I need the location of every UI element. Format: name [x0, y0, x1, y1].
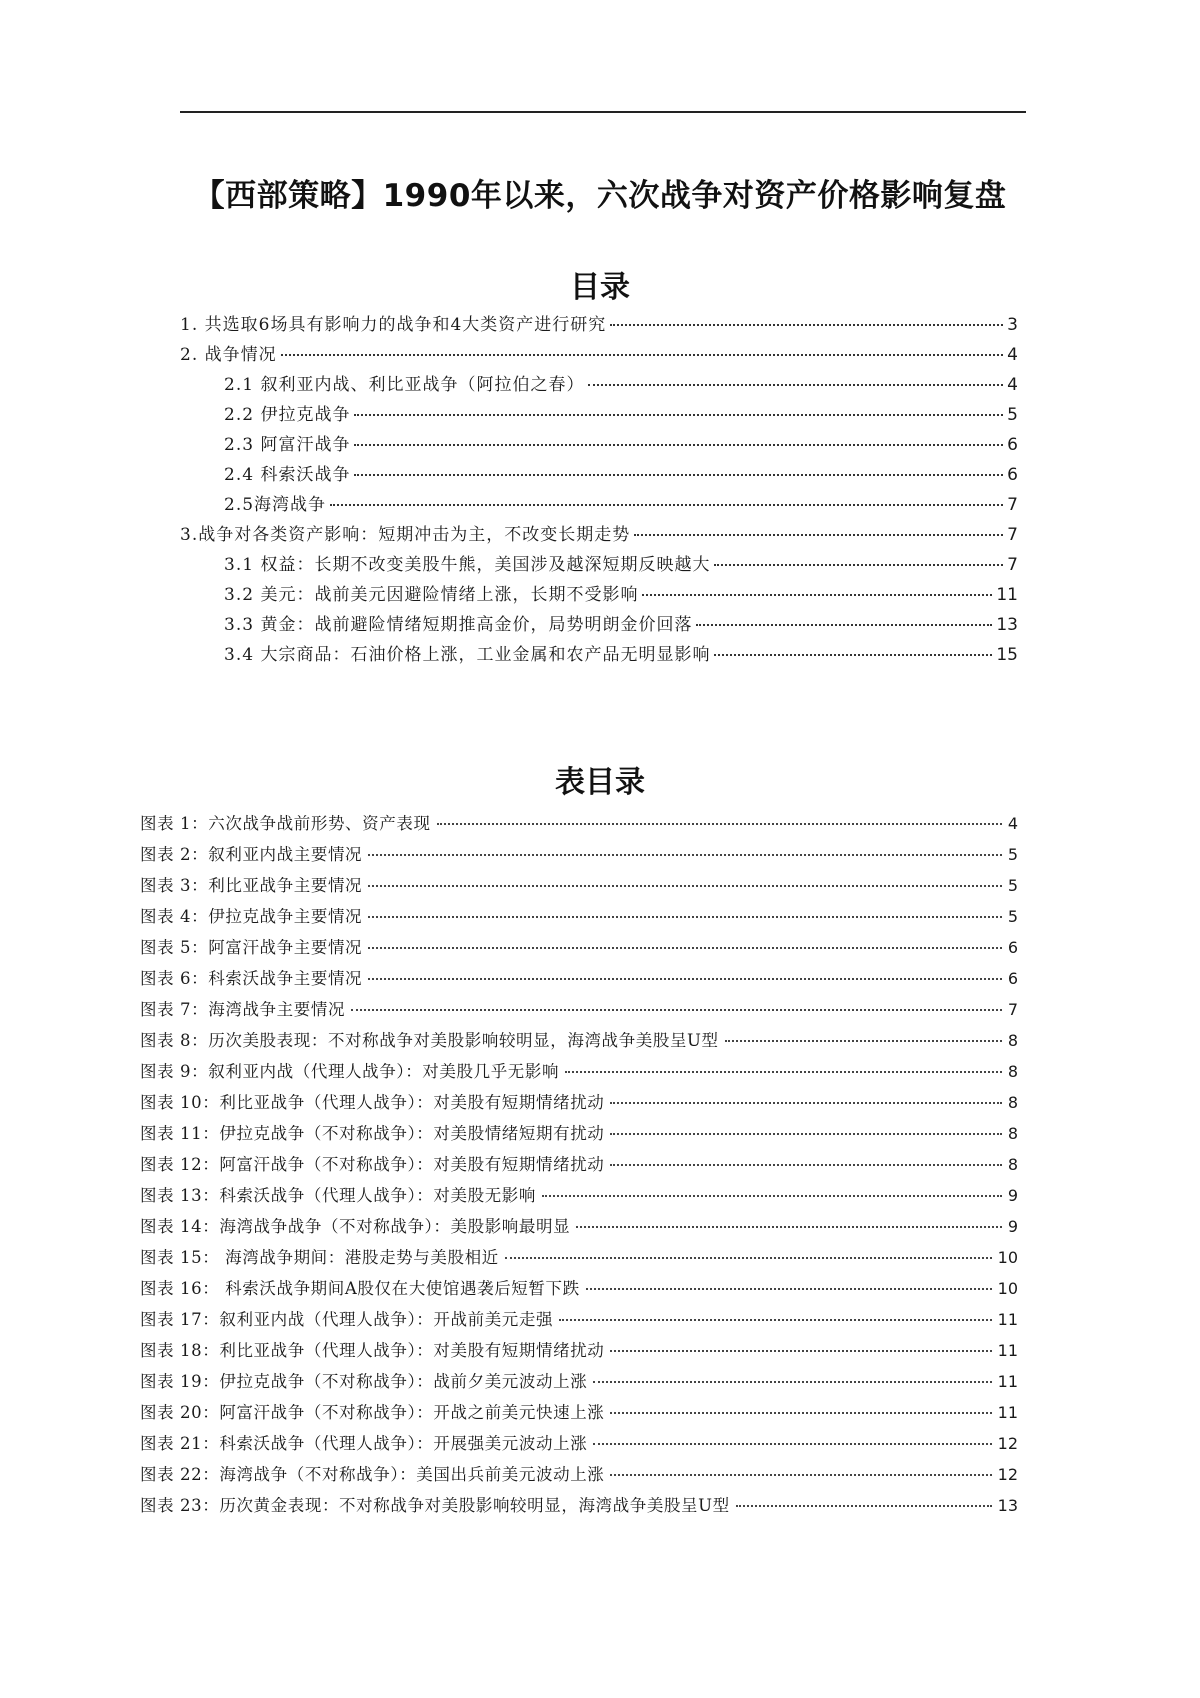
dot-leader	[354, 444, 1003, 446]
dot-leader	[565, 1071, 1002, 1073]
figure-entry[interactable]	[140, 1399, 1018, 1429]
figure-entry-label: 图表 20：阿富汗战争（不对称战争）：开战之前美元快速上涨	[140, 1403, 605, 1422]
figure-entry-page: 10	[997, 1279, 1018, 1298]
dot-leader	[354, 414, 1003, 416]
dot-leader	[714, 654, 992, 656]
figure-entry[interactable]	[140, 841, 1018, 871]
figure-entry-page: 5	[1007, 907, 1018, 926]
dot-leader	[696, 624, 992, 626]
toc-entry-label: 3.战争对各类资产影响：短期冲击为主，不改变长期走势	[180, 525, 631, 545]
toc-entry-page: 4	[1007, 345, 1018, 365]
toc-entry-label: 3.3 黄金：战前避险情绪短期推高金价，局势明朗金价回落	[224, 615, 693, 635]
figure-entry-label: 图表 22：海湾战争（不对称战争）：美国出兵前美元波动上涨	[140, 1465, 605, 1484]
dot-leader	[368, 947, 1002, 949]
toc-entry[interactable]	[180, 340, 1018, 370]
toc-entry-page: 7	[1007, 495, 1018, 515]
figure-entry-label: 图表 5：阿富汗战争主要情况	[140, 938, 363, 957]
toc-entry-label: 2.4 科索沃战争	[224, 465, 351, 485]
toc-entry[interactable]	[224, 370, 1018, 400]
dot-leader	[559, 1319, 992, 1321]
toc-entry-page: 7	[1007, 525, 1018, 545]
figure-entry-label: 图表 12：阿富汗战争（不对称战争）：对美股有短期情绪扰动	[140, 1155, 605, 1174]
figure-entry[interactable]	[140, 1461, 1018, 1491]
dot-leader	[736, 1505, 992, 1507]
toc-entry[interactable]	[180, 310, 1018, 340]
dot-leader	[542, 1195, 1002, 1197]
figure-entry-page: 8	[1007, 1093, 1018, 1112]
figure-entry[interactable]	[140, 903, 1018, 933]
figure-entry-label: 图表 1：六次战争战前形势、资产表现	[140, 814, 431, 833]
figure-entry[interactable]	[140, 1089, 1018, 1119]
toc-entry[interactable]	[180, 520, 1018, 550]
figure-entry[interactable]	[140, 1492, 1018, 1522]
figure-entry[interactable]	[140, 1151, 1018, 1181]
dot-leader	[593, 1443, 991, 1445]
figure-entry[interactable]	[140, 1337, 1018, 1367]
figure-entry-label: 图表 7：海湾战争主要情况	[140, 1000, 346, 1019]
dot-leader	[330, 504, 1003, 506]
figure-entry-label: 图表 9：叙利亚内战（代理人战争）：对美股几乎无影响	[140, 1062, 560, 1081]
dot-leader	[368, 854, 1002, 856]
figure-entry[interactable]	[140, 1430, 1018, 1460]
dot-leader	[610, 1102, 1001, 1104]
figure-entry-label: 图表 8：历次美股表现：不对称战争对美股影响较明显，海湾战争美股呈U型	[140, 1031, 719, 1050]
toc-entry[interactable]	[224, 430, 1018, 460]
toc-entry-label: 2. 战争情况	[180, 345, 277, 365]
toc-heading: 目录	[570, 270, 630, 305]
figure-entry-page: 11	[997, 1372, 1018, 1391]
dot-leader	[368, 978, 1002, 980]
figure-entry-page: 8	[1007, 1124, 1018, 1143]
dot-leader	[610, 1164, 1001, 1166]
figure-entry[interactable]	[140, 1275, 1018, 1305]
dot-leader	[610, 1350, 991, 1352]
toc-entry-label: 2.1 叙利亚内战、利比亚战争（阿拉伯之春）	[224, 375, 585, 395]
figure-entry[interactable]	[140, 965, 1018, 995]
dot-leader	[610, 1133, 1001, 1135]
toc-entry-page: 7	[1007, 555, 1018, 575]
toc-entry-label: 3.1 权益：长期不改变美股牛熊，美国涉及越深短期反映越大	[224, 555, 711, 575]
dot-leader	[354, 474, 1003, 476]
figure-entry-page: 10	[997, 1248, 1018, 1267]
figure-entry-label: 图表 19：伊拉克战争（不对称战争）：战前夕美元波动上涨	[140, 1372, 588, 1391]
figure-entry-page: 11	[997, 1310, 1018, 1329]
toc-entry-label: 2.2 伊拉克战争	[224, 405, 351, 425]
figure-entry-label: 图表 18：利比亚战争（代理人战争）：对美股有短期情绪扰动	[140, 1341, 605, 1360]
toc-entry-label: 1. 共选取6场具有影响力的战争和4大类资产进行研究	[180, 315, 607, 335]
figure-entry-page: 12	[997, 1465, 1018, 1484]
figure-entry-page: 6	[1007, 969, 1018, 988]
figure-entry-page: 11	[997, 1403, 1018, 1422]
toc-entry-label: 3.4 大宗商品：石油价格上涨，工业金属和农产品无明显影响	[224, 645, 711, 665]
figure-entry-label: 图表 14：海湾战争战争（不对称战争）：美股影响最明显	[140, 1217, 571, 1236]
figure-list-heading: 表目录	[555, 765, 645, 800]
figure-entry-page: 5	[1007, 876, 1018, 895]
figure-entry-page: 7	[1007, 1000, 1018, 1019]
dot-leader	[588, 384, 1003, 386]
dot-leader	[610, 324, 1003, 326]
figure-entry[interactable]	[140, 1120, 1018, 1150]
figure-entry[interactable]	[140, 1182, 1018, 1212]
figure-entry-page: 4	[1007, 814, 1018, 833]
figure-entry[interactable]	[140, 1213, 1018, 1243]
dot-leader	[281, 354, 1004, 356]
figure-entry[interactable]	[140, 1027, 1018, 1057]
figure-entry-page: 8	[1007, 1031, 1018, 1050]
document-title: 【西部策略】1990年以来，六次战争对资产价格影响复盘	[193, 178, 1007, 214]
figure-entry[interactable]	[140, 996, 1018, 1026]
dot-leader	[351, 1009, 1002, 1011]
dot-leader	[437, 823, 1002, 825]
figure-entry-page: 6	[1007, 938, 1018, 957]
toc-entry[interactable]	[224, 490, 1018, 520]
dot-leader	[642, 594, 992, 596]
toc-entry[interactable]	[224, 610, 1018, 640]
figure-entry-page: 12	[997, 1434, 1018, 1453]
dot-leader	[505, 1257, 992, 1259]
figure-entry[interactable]	[140, 1244, 1018, 1274]
toc-entry[interactable]	[224, 580, 1018, 610]
toc-entry[interactable]	[224, 460, 1018, 490]
toc-entry-page: 11	[996, 585, 1018, 605]
dot-leader	[725, 1040, 1002, 1042]
toc-entry-page: 6	[1007, 465, 1018, 485]
figure-entry[interactable]	[140, 810, 1018, 840]
toc-entry-page: 5	[1007, 405, 1018, 425]
toc-entry-label: 3.2 美元：战前美元因避险情绪上涨，长期不受影响	[224, 585, 639, 605]
dot-leader	[576, 1226, 1002, 1228]
figure-entry-page: 13	[997, 1496, 1018, 1515]
dot-leader	[634, 534, 1003, 536]
figure-entry[interactable]	[140, 1368, 1018, 1398]
figure-entry-label: 图表 4：伊拉克战争主要情况	[140, 907, 363, 926]
dot-leader	[610, 1474, 991, 1476]
figure-entry-label: 图表 13：科索沃战争（代理人战争）：对美股无影响	[140, 1186, 536, 1205]
figure-entry-label: 图表 16： 科索沃战争期间A股仅在大使馆遇袭后短暂下跌	[140, 1279, 580, 1298]
toc-entry-page: 4	[1007, 375, 1018, 395]
toc-entry[interactable]	[224, 550, 1018, 580]
figure-entry-page: 8	[1007, 1155, 1018, 1174]
toc-entry-label: 2.3 阿富汗战争	[224, 435, 351, 455]
figure-entry-label: 图表 23：历次黄金表现：不对称战争对美股影响较明显，海湾战争美股呈U型	[140, 1496, 730, 1515]
figure-entry-page: 9	[1007, 1217, 1018, 1236]
toc-entry-page: 3	[1007, 315, 1018, 335]
figure-entry[interactable]	[140, 934, 1018, 964]
figure-entry-page: 8	[1007, 1062, 1018, 1081]
figure-entry-page: 11	[997, 1341, 1018, 1360]
figure-entry-label: 图表 11：伊拉克战争（不对称战争）：对美股情绪短期有扰动	[140, 1124, 605, 1143]
figure-entry-label: 图表 2：叙利亚内战主要情况	[140, 845, 363, 864]
figure-entry-label: 图表 6：科索沃战争主要情况	[140, 969, 363, 988]
figure-entry[interactable]	[140, 1306, 1018, 1336]
dot-leader	[714, 564, 1003, 566]
figure-entry[interactable]	[140, 1058, 1018, 1088]
header-rule	[180, 111, 1026, 113]
toc-entry-page: 6	[1007, 435, 1018, 455]
dot-leader	[368, 885, 1002, 887]
figure-entry-label: 图表 15： 海湾战争期间：港股走势与美股相近	[140, 1248, 499, 1267]
figure-entry-page: 9	[1007, 1186, 1018, 1205]
figure-entry-page: 5	[1007, 845, 1018, 864]
dot-leader	[368, 916, 1002, 918]
toc-entry[interactable]	[224, 400, 1018, 430]
toc-entry-page: 13	[996, 615, 1018, 635]
figure-entry[interactable]	[140, 872, 1018, 902]
figure-entry-label: 图表 17：叙利亚内战（代理人战争）：开战前美元走强	[140, 1310, 554, 1329]
figure-entry-label: 图表 21：科索沃战争（代理人战争）：开展强美元波动上涨	[140, 1434, 588, 1453]
toc-entry-page: 15	[996, 645, 1018, 665]
figure-entry-label: 图表 10：利比亚战争（代理人战争）：对美股有短期情绪扰动	[140, 1093, 605, 1112]
dot-leader	[593, 1381, 991, 1383]
dot-leader	[610, 1412, 991, 1414]
dot-leader	[586, 1288, 992, 1290]
toc-entry-label: 2.5海湾战争	[224, 495, 327, 515]
toc-entry[interactable]	[224, 640, 1018, 670]
figure-entry-label: 图表 3：利比亚战争主要情况	[140, 876, 363, 895]
